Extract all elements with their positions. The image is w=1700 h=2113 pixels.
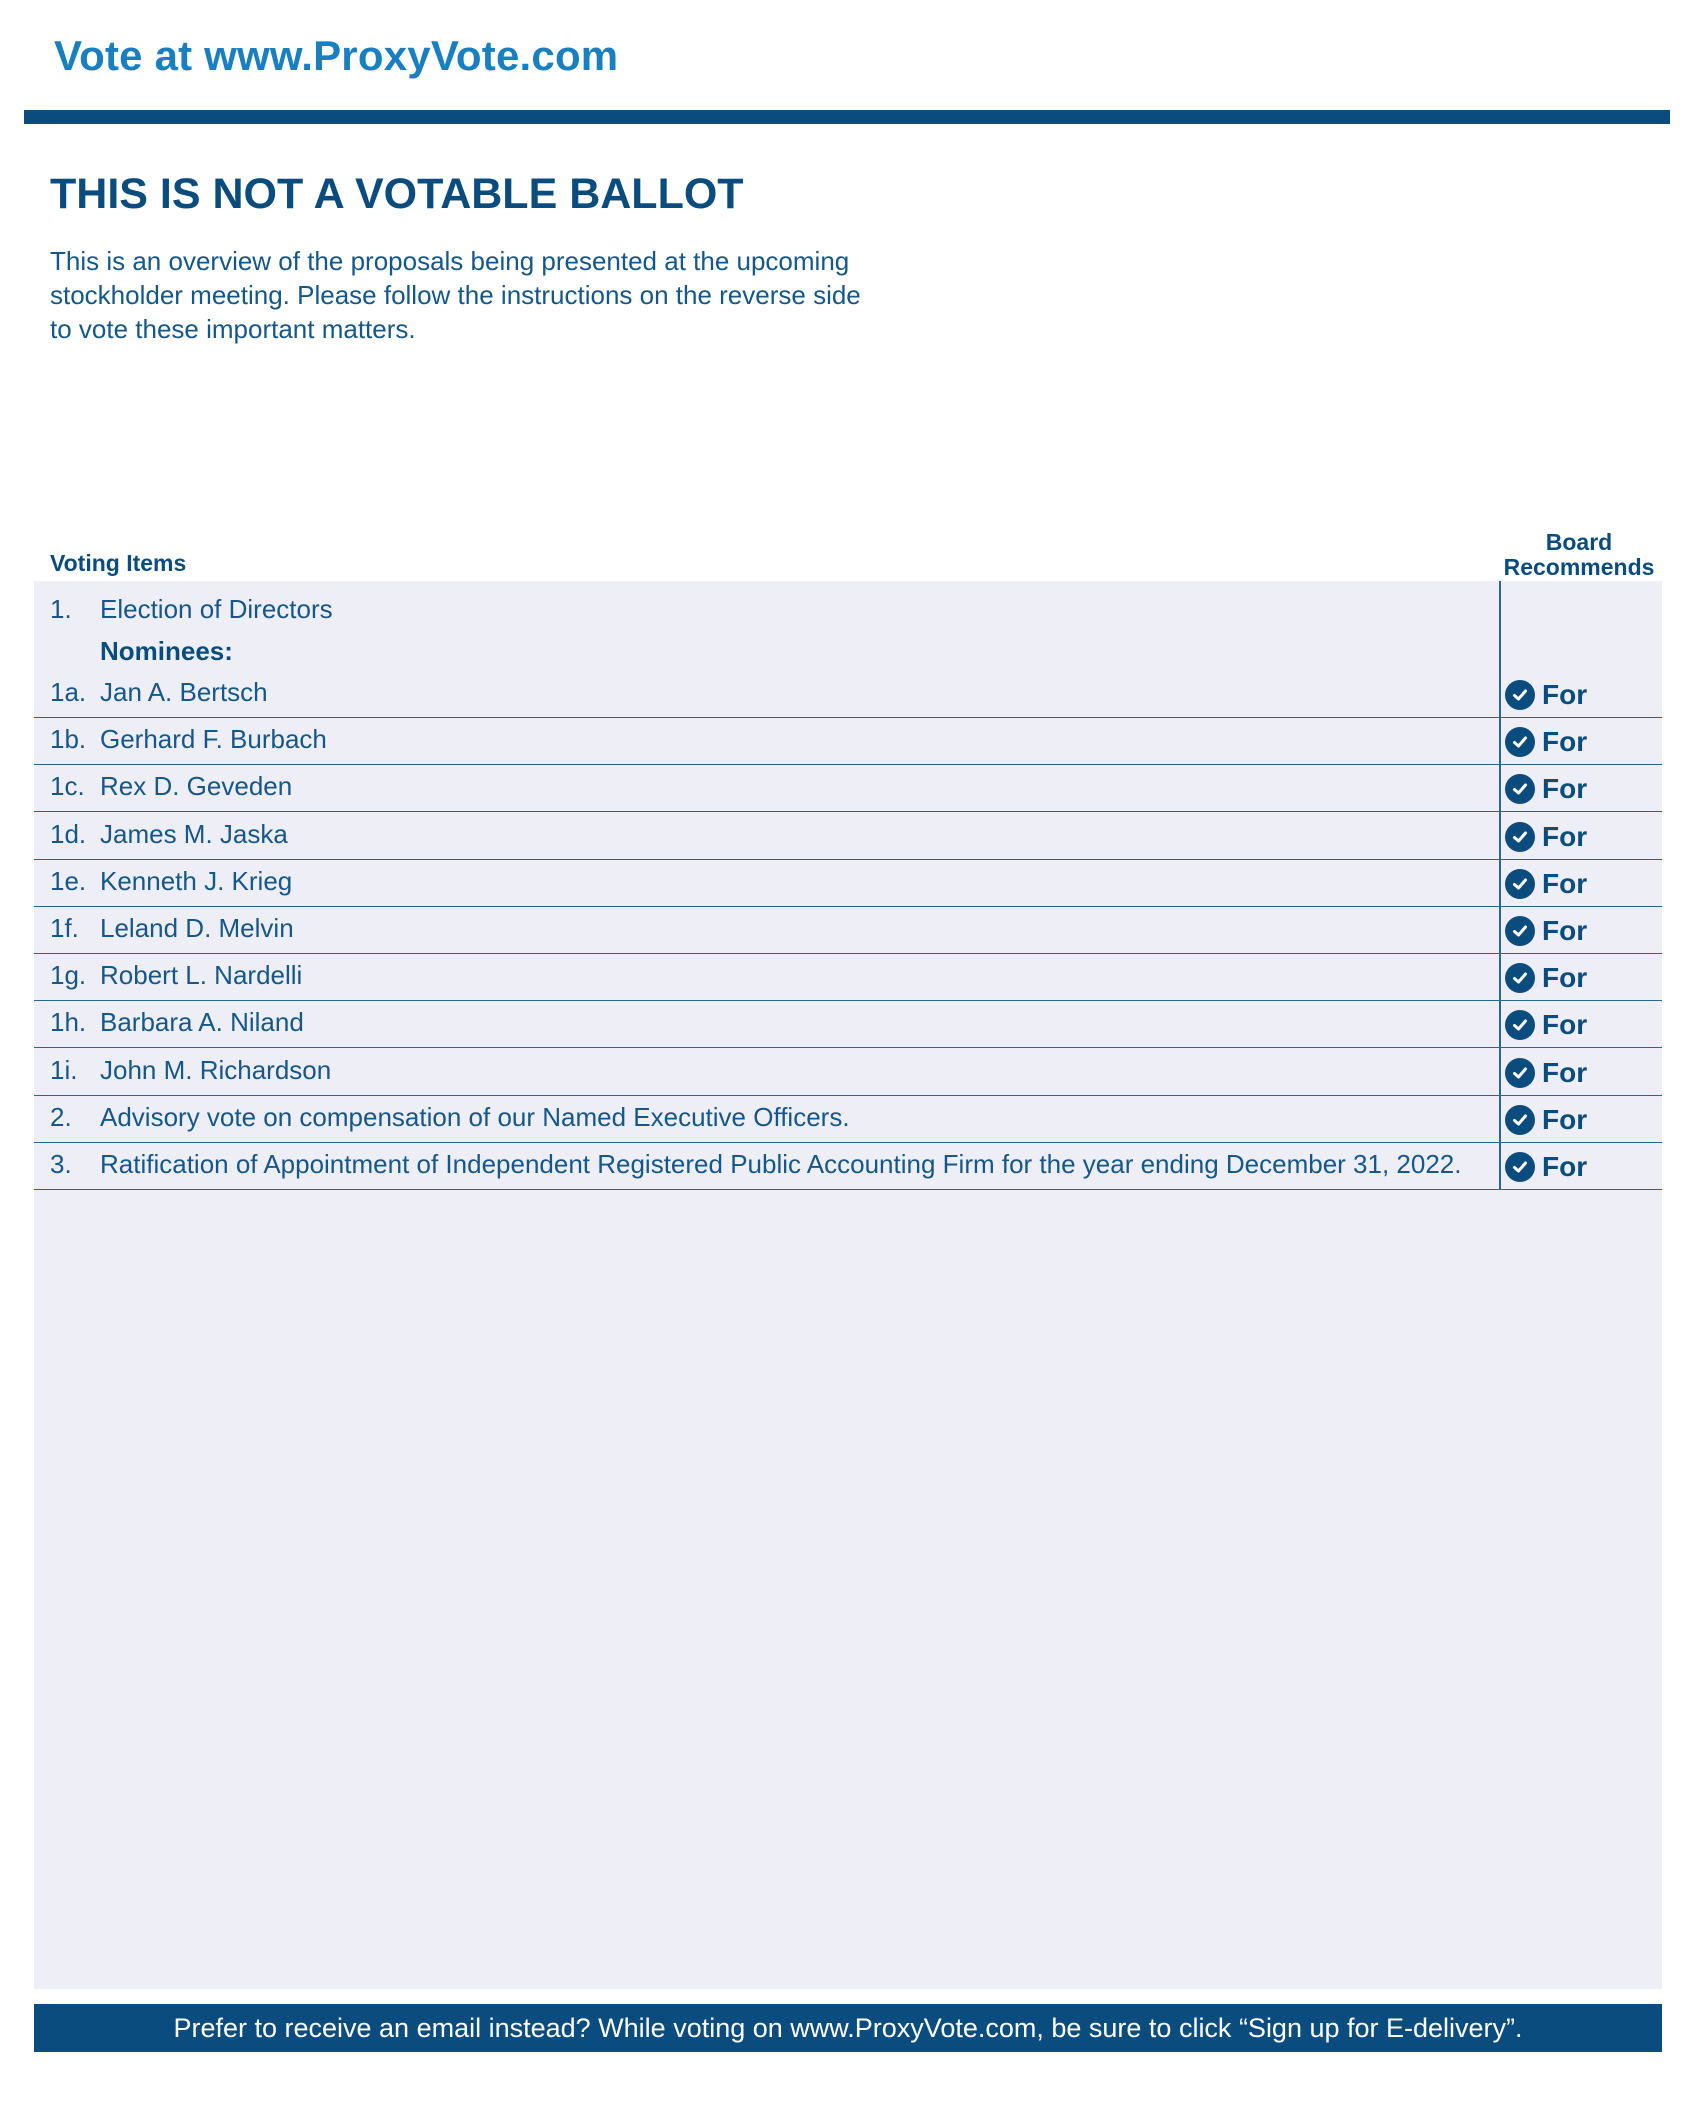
- table-row: [34, 859, 1662, 907]
- check-circle-icon: [1505, 774, 1535, 804]
- item-number: 1f.: [50, 912, 79, 943]
- table-row: [34, 1000, 1662, 1048]
- proxyvote-header-link[interactable]: Vote at www.ProxyVote.com: [54, 32, 619, 79]
- item-number: 1i.: [50, 1054, 78, 1085]
- item-number: 1g.: [50, 960, 87, 991]
- item-text: Robert L. Nardelli: [100, 960, 303, 991]
- check-circle-icon: [1505, 1010, 1535, 1040]
- board-recommendation: [1505, 726, 1587, 758]
- page-title: THIS IS NOT A VOTABLE BALLOT: [50, 170, 744, 218]
- footer-banner: Prefer to receive an email instead? While voting on www.ProxyVote.com, be sure to click “Sign up for E-delivery”.: [34, 2004, 1662, 2052]
- board-recommendation: [1505, 821, 1587, 853]
- recommendation-label: For: [1542, 1009, 1588, 1041]
- table-row: [34, 811, 1662, 859]
- item-text: Ratification of Appointment of Independent Registered Public Accounting Firm for the year ending December 31, 2022.: [100, 1148, 1462, 1179]
- recommendation-label: For: [1542, 1103, 1588, 1135]
- item-text: Gerhard F. Burbach: [100, 724, 327, 755]
- check-circle-icon: [1505, 1105, 1535, 1135]
- recommendation-label: For: [1542, 1150, 1588, 1182]
- board-recommendation: [1505, 962, 1587, 994]
- item-number: 1.: [50, 594, 72, 624]
- recommendation-label: For: [1542, 962, 1588, 994]
- item-text: Election of Directors: [100, 594, 333, 624]
- board-recommendation: [1505, 1057, 1587, 1089]
- board-recommendation: [1505, 773, 1587, 805]
- board-recommendation: [1505, 1009, 1587, 1041]
- item-text: Kenneth J. Krieg: [100, 865, 293, 896]
- item-text: Advisory vote on compensation of our Named Executive Officers.: [100, 1101, 850, 1132]
- recommendation-label: For: [1542, 1056, 1588, 1088]
- item-text: Rex D. Geveden: [100, 771, 293, 802]
- item-number: 3.: [50, 1148, 72, 1179]
- board-recommendation: [1505, 679, 1587, 711]
- recommendation-label: For: [1542, 867, 1588, 899]
- recommendation-label: For: [1542, 914, 1588, 946]
- item-text: Jan A. Bertsch: [100, 677, 268, 707]
- recommendation-label: For: [1542, 679, 1588, 710]
- recommendation-label: For: [1542, 773, 1588, 805]
- check-circle-icon: [1505, 869, 1535, 899]
- header-divider: [24, 110, 1670, 124]
- board-recommendation: [1505, 868, 1587, 900]
- item-number: 2.: [50, 1101, 72, 1132]
- table-row: [34, 1095, 1662, 1143]
- table-row: [34, 717, 1662, 765]
- item-number: 1a.: [50, 677, 87, 707]
- check-circle-icon: [1505, 1152, 1535, 1182]
- item-text: Leland D. Melvin: [100, 912, 294, 943]
- item-number: 1h.: [50, 1007, 87, 1038]
- check-circle-icon: [1505, 916, 1535, 946]
- board-recommends-header: Board Recommends: [1503, 529, 1655, 580]
- item-number: 1d.: [50, 818, 87, 849]
- check-circle-icon: [1505, 822, 1535, 852]
- intro-paragraph: This is an overview of the proposals being presented at the upcoming stockholder meeting. Please follow the instructions on the reverse side to vote these important matters.: [50, 246, 861, 344]
- check-circle-icon: [1505, 1058, 1535, 1088]
- board-recommendation: [1505, 1151, 1587, 1183]
- item-number: 1c.: [50, 771, 85, 802]
- item-number: 1b.: [50, 724, 87, 755]
- item-number: 1e.: [50, 865, 87, 896]
- check-circle-icon: [1505, 680, 1535, 710]
- table-row: [34, 1142, 1662, 1190]
- recommendation-label: For: [1542, 820, 1588, 852]
- voting-items-header: Voting Items: [50, 550, 187, 576]
- table-row: [34, 670, 1662, 718]
- item-text: James M. Jaska: [100, 818, 288, 849]
- item-text: Barbara A. Niland: [100, 1007, 304, 1038]
- board-recommendation: [1505, 1104, 1587, 1136]
- table-row: [34, 1047, 1662, 1095]
- board-recommendation: [1505, 915, 1587, 947]
- item-text: John M. Richardson: [100, 1054, 332, 1085]
- table-row: [34, 764, 1662, 812]
- table-row: [34, 953, 1662, 1001]
- recommendation-label: For: [1542, 726, 1588, 758]
- check-circle-icon: [1505, 727, 1535, 757]
- nominees-label: Nominees:: [100, 636, 233, 666]
- check-circle-icon: [1505, 963, 1535, 993]
- table-row-election: [34, 592, 1662, 626]
- table-row: [34, 906, 1662, 954]
